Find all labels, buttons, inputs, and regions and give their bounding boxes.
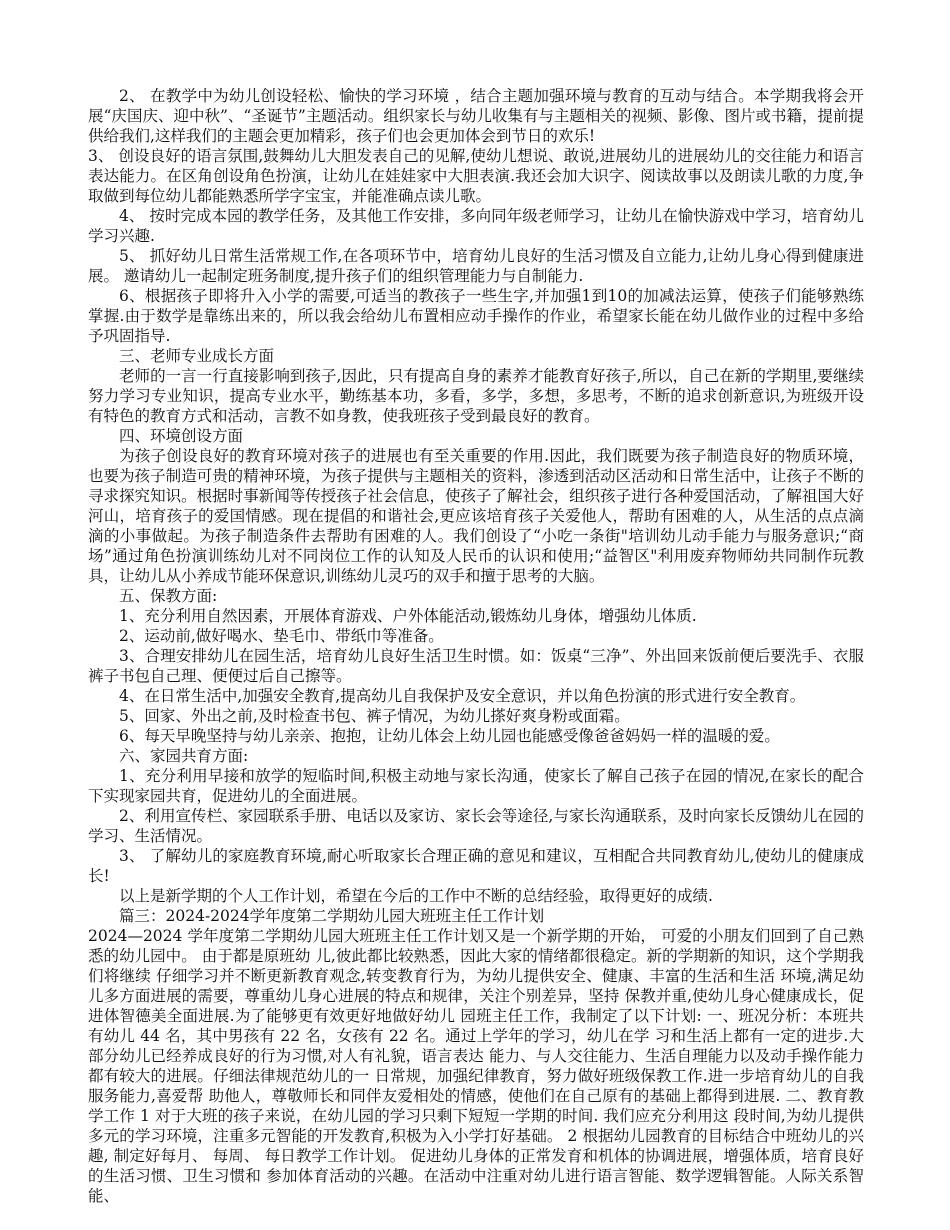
list-item: 6、每天早晚坚持与幼儿亲亲、抱抱，让幼儿体会上幼儿园也能感受像爸爸妈妈一样的温暖的爱。 <box>119 727 780 745</box>
list-item: 2、利用宣传栏、家园联系手册、电话以及家访、家长会等途径,与家长沟通联系，及时向家长反馈幼儿在园的学习、生活情况。 <box>88 807 864 845</box>
section-heading: 三、老师专业成长方面 <box>119 347 275 365</box>
list-item: 5、回家、外出之前,及时检查书包、裤子情况，为幼儿搽好爽身粉或面霜。 <box>119 707 630 725</box>
section-heading: 六、家园共育方面: <box>119 747 249 765</box>
list-item: 1、充分利用自然因素，开展体育游戏、户外体能活动,锻炼幼儿身体，增强幼儿体质. <box>119 607 697 625</box>
list-item: 1、充分利用早接和放学的短临时间,积极主动地与家长沟通，使家长了解自己孩子在园的情况,在家长的配合下实现家园共育，促进幼儿的全面进展。 <box>88 767 864 805</box>
paragraph: 5、 抓好幼儿日常生活常规工作,在各项环节中，培育幼儿良好的生活习惯及自立能力,让幼儿身心得到健康进展。 邀请幼儿一起制定班务制度,提升孩子们的组织管理能力与自制能力. <box>88 247 864 285</box>
section-heading: 四、环境创设方面 <box>119 427 244 445</box>
section-heading: 五、保教方面: <box>119 587 218 605</box>
document-page <box>88 86 864 1206</box>
paragraph: 6、根据孩子即将升入小学的需要,可适当的教孩子一些生字,并加强1到10的加减法运算，使孩子们能够熟练掌握.由于数学是靠练出来的，所以我会给幼儿布置相应动手操作的作业，希望家长能在幼儿做作业的过程中多给予巩固指导. <box>88 287 864 345</box>
list-item: 3、 了解幼儿的家庭教育环境,耐心听取家长合理正确的意见和建议，互相配合共同教育幼儿,使幼儿的健康成长! <box>88 847 864 885</box>
paragraph: 为孩子创设良好的教育环境对孩子的进展也有至关重要的作用.因此，我们既要为孩子制造良好的物质环境，也要为孩子制造可贵的精神环境，为孩子提供与主题相关的资料，渗透到活动区活动和日常生活中，让孩子不断的寻求探究知识。根据时事新闻等传授孩子社会信息，使孩子了解社会，组织孩子进行各种爱国活动，了解祖国大好河山，培育孩子的爱国情感。现在提倡的和谐社会,更应该培育孩子关爱他人，帮助有困难的人，从生活的点点滴滴的小事做起。为孩子制造条件去帮助有困难的人。我们创设了“小吃一条街"培训幼儿动手能力与服务意识;“商场”通过角色扮演训练幼儿对不同岗位工作的认知及人民币的认识和使用;“益智区"利用废弃物师幼共同制作玩教具，让幼儿从小养成节能环保意识,训练幼儿灵巧的双手和擅于思考的大脑。 <box>88 447 864 585</box>
paragraph: 2024—2024 学年度第二学期幼儿园大班班主任工作计划又是一个新学期的开始， 可爱的小朋友们回到了自己熟悉的幼儿园中。 由于都是原班幼 儿,彼此都比较熟悉，因此大家的情绪都很稳定。新的学期新的知识，这个学期我们将继续 仔细学习并不断更新教育观念,转变教育行为，为幼儿提供安全、健康、丰富的生活和生活 环境,满足幼儿多方面进展的需要，尊重幼儿身心进展的特点和规律，关注个别差异，坚持 保教并重,使幼儿身心健康成长，促进体智德美全面进展.为了能够更有效更好地做好幼儿 园班主任工作，我制定了以下计划: 一、班况分析：本班共有幼儿 44 名，其中男孩有 22 名，女孩有 22 名。通过上学年的学习，幼儿在学 习和生活上都有一定的进步.大部分幼儿已经养成良好的行为习惯,对人有礼貌，语言表达 能力、与人交往能力、生活自理能力以及动手操作能力都有较大的进展。仔细法律规范幼儿的一 日常规，加强纪律教育，努力做好班级保教工作.进一步培育幼儿的自我服务能力,喜爱帮 助他人，尊敬师长和同伴友爱相处的情感，使他们在自己原有的基础上都得到进展. 二、教育教学工作 1 对于大班的孩子来说，在幼儿园的学习只剩下短短一学期的时间. 我们应充分利用这 段时间,为幼儿提供多元的学习环境，注重多元智能的开发教育,积极为入小学打好基础。 2 根据幼儿园教育的目标结合中班幼儿的兴趣, 制定好每月、 每周、 每日教学工作计划。 促进幼儿身体的正常发育和机体的协调进展，增强体质，培育良好的生活习惯、卫生习惯和 参加体育活动的兴趣。在活动中注重对幼儿进行语言智能、数学逻辑智能。人际关系智能、 <box>88 927 864 1205</box>
article-title: 篇三：2024-2024学年度第二学期幼儿园大班班主任工作计划 <box>119 907 545 925</box>
paragraph: 2、 在教学中为幼儿创设轻松、愉快的学习环境 ，结合主题加强环境与教育的互动与结合。本学期我将会开展“庆国庆、迎中秋”、“圣诞节”主题活动。组织家长与幼儿收集有与主题相关的视频、影像、图片或书籍，提前提供给我们,这样我们的主题会更加精彩，孩子们也会更加体会到节日的欢乐! <box>88 87 864 145</box>
list-item: 4、在日常生活中,加强安全教育,提高幼儿自我保护及安全意识，并以角色扮演的形式进行安全教育。 <box>119 687 806 705</box>
list-item: 3、合理安排幼儿在园生活，培育幼儿良好生活卫生时惯。如：饭桌“三净”、外出回来饭前便后要洗手、衣服裤子书包自己理、便便过后自己擦等。 <box>88 647 864 685</box>
paragraph: 老师的一言一行直接影响到孩子,因此，只有提高自身的素养才能教育好孩子,所以，自己在新的学期里,要继续努力学习专业知识，提高专业水平，勤练基本功，多看，多学，多想，多思考，不断的追求创新意识,为班级开设有特色的教育方式和活动，言教不如身教，使我班孩子受到最良好的教育。 <box>88 367 864 425</box>
paragraph: 4、 按时完成本园的教学任务，及其他工作安排，多向同年级老师学习，让幼儿在愉快游戏中学习，培育幼儿学习兴趣. <box>88 207 864 245</box>
paragraph: 3、 创设良好的语言氛围,鼓舞幼儿大胆发表自己的见解,使幼儿想说、敢说,进展幼儿的进展幼儿的交往能力和语言表达能力。在区角创设角色扮演，让幼儿在娃娃家中大胆表演.我还会加大识字、阅读故事以及朗读儿歌的力度,争取做到每位幼儿都能熟悉所学字宝宝，并能准确点读儿歌。 <box>88 147 864 205</box>
list-item: 2、运动前,做好喝水、垫毛巾、带纸巾等准备。 <box>119 627 444 645</box>
closing-paragraph: 以上是新学期的个人工作计划，希望在今后的工作中不断的总结经验，取得更好的成绩. <box>119 887 713 905</box>
